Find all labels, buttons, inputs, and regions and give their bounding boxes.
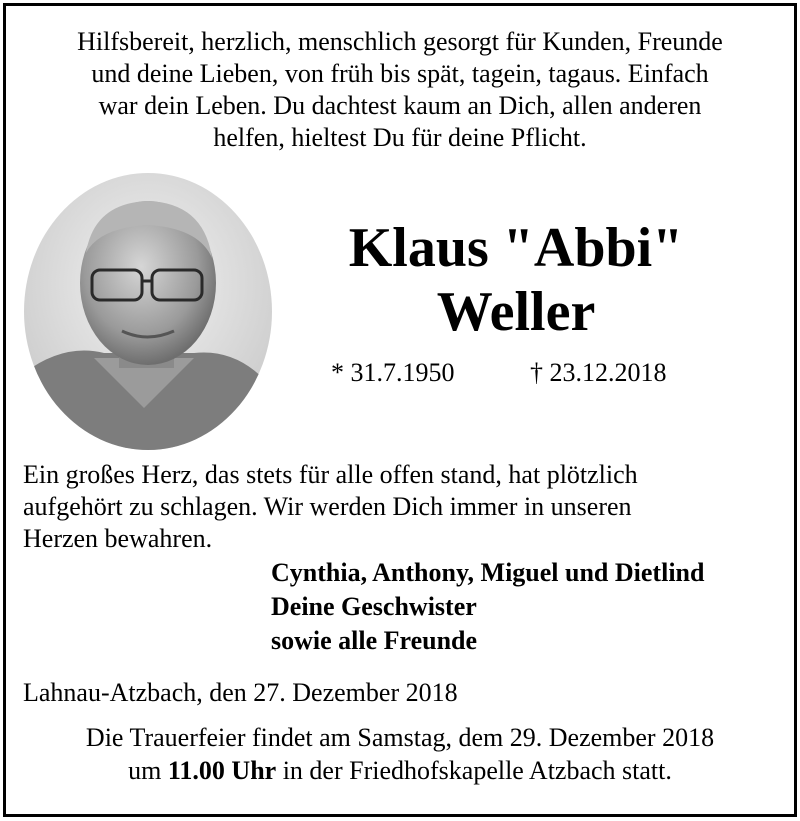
service-suffix: in der Friedhofskapelle Atzbach statt.: [276, 756, 672, 785]
service-prefix: um: [128, 756, 168, 785]
intro-line-1: Hilfsbereit, herzlich, menschlich gesorgt für Kunden, Freunde: [77, 27, 723, 56]
portrait-icon: [24, 173, 272, 450]
intro-line-2: und deine Lieben, von früh bis spät, tagein, tagaus. Einfach: [91, 59, 709, 88]
intro-line-4: helfen, hieltest Du für deine Pflicht.: [213, 123, 587, 152]
service-line-2: [6, 754, 794, 787]
service-time: 11.00 Uhr: [167, 756, 277, 785]
message-line-1: Ein großes Herz, das stets für alle offen stand, hat plötzlich: [23, 460, 638, 489]
signature-line-2: Deine Geschwister: [271, 592, 477, 621]
signature-line-1: Cynthia, Anthony, Miguel und Dietlind: [271, 558, 705, 587]
place-date: Lahnau-Atzbach, den 27. Dezember 2018: [23, 678, 458, 707]
signature-line-3: sowie alle Freunde: [271, 626, 478, 655]
deceased-name-line-1: Klaus "Abbi": [348, 217, 684, 279]
service-line-1: Die Trauerfeier findet am Samstag, dem 29. Dezember 2018: [85, 723, 715, 752]
death-date: † 23.12.2018: [530, 358, 667, 387]
birth-date: * 31.7.1950: [331, 358, 455, 387]
obituary-frame: [3, 3, 797, 817]
deceased-name-line-2: Weller: [436, 281, 596, 343]
portrait-photo: [24, 173, 272, 450]
message-line-2: aufgehört zu schlagen. Wir werden Dich immer in unseren: [23, 492, 632, 521]
intro-line-3: war dein Leben. Du dachtest kaum an Dich, allen anderen: [98, 91, 702, 120]
message-line-3: Herzen bewahren.: [23, 524, 213, 553]
